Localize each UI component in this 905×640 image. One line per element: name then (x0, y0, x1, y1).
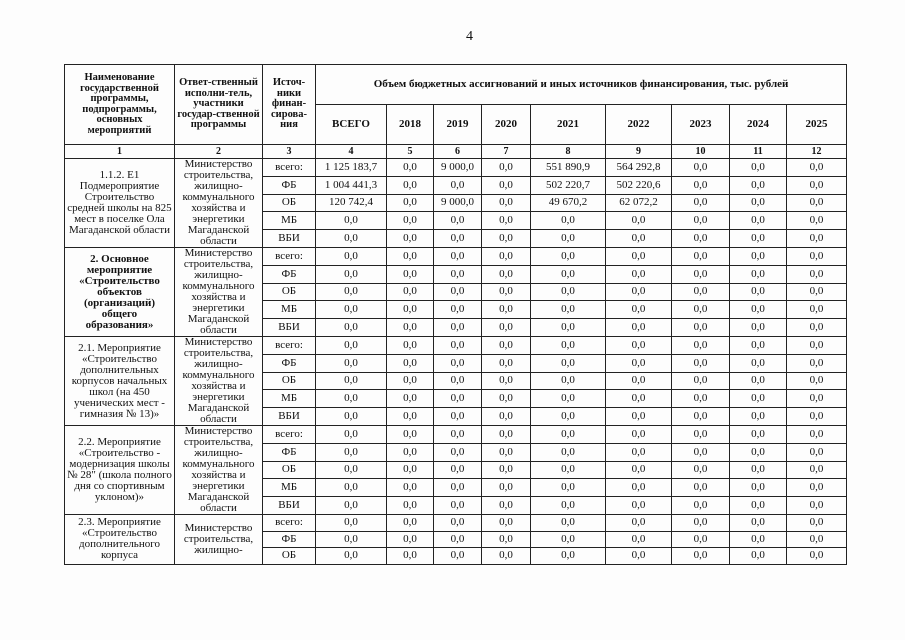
year-value: 0,0 (730, 194, 787, 212)
total-value: 0,0 (316, 354, 387, 372)
year-value: 0,0 (672, 426, 730, 444)
year-value: 0,0 (434, 408, 482, 426)
year-value: 0,0 (531, 408, 606, 426)
year-value: 0,0 (606, 319, 672, 337)
year-value: 0,0 (387, 372, 434, 390)
year-value: 0,0 (787, 354, 847, 372)
funding-source: ОБ (263, 194, 316, 212)
year-value: 0,0 (606, 426, 672, 444)
year-value: 0,0 (672, 461, 730, 479)
year-value: 0,0 (730, 319, 787, 337)
year-value: 0,0 (730, 337, 787, 355)
year-value: 0,0 (672, 248, 730, 266)
year-value: 0,0 (787, 497, 847, 515)
year-value: 0,0 (606, 408, 672, 426)
year-value: 0,0 (672, 531, 730, 548)
year-value: 0,0 (672, 354, 730, 372)
year-value: 0,0 (787, 443, 847, 461)
year-value: 0,0 (730, 515, 787, 532)
year-value: 0,0 (387, 265, 434, 283)
year-value: 0,0 (434, 443, 482, 461)
activity-name: 2.3. Мероприятие «Строительство дополнительного корпуса (65, 515, 175, 565)
year-value: 0,0 (482, 212, 531, 230)
total-value: 1 004 441,3 (316, 176, 387, 194)
year-value: 0,0 (387, 176, 434, 194)
year-value: 0,0 (672, 212, 730, 230)
year-value: 0,0 (434, 497, 482, 515)
year-value: 0,0 (672, 230, 730, 248)
year-value: 0,0 (531, 426, 606, 444)
funding-source: ФБ (263, 531, 316, 548)
header-year: 2024 (730, 105, 787, 145)
year-value: 0,0 (672, 283, 730, 301)
year-value: 0,0 (531, 265, 606, 283)
column-numbers-row (65, 145, 847, 159)
total-value: 0,0 (316, 230, 387, 248)
table-row (65, 337, 847, 355)
funding-source: МБ (263, 479, 316, 497)
year-value: 0,0 (730, 265, 787, 283)
year-value: 0,0 (787, 319, 847, 337)
year-value: 0,0 (434, 515, 482, 532)
column-number: 9 (606, 145, 672, 159)
total-value: 0,0 (316, 497, 387, 515)
responsible-executor: Министерство строительства, жилищно- (175, 515, 263, 565)
year-value: 0,0 (787, 461, 847, 479)
year-value: 0,0 (531, 212, 606, 230)
column-number: 3 (263, 145, 316, 159)
year-value: 0,0 (531, 283, 606, 301)
funding-source: всего: (263, 426, 316, 444)
year-value: 0,0 (387, 531, 434, 548)
year-value: 0,0 (787, 372, 847, 390)
year-value: 0,0 (672, 159, 730, 177)
year-value: 0,0 (482, 443, 531, 461)
year-value: 0,0 (730, 372, 787, 390)
funding-source: всего: (263, 515, 316, 532)
year-value: 0,0 (482, 390, 531, 408)
activity-name: 2.1. Мероприятие «Строительство дополнительных корпусов начальных школ (на 450 ученических мест - гимназия № 13)» (65, 337, 175, 426)
total-value: 120 742,4 (316, 194, 387, 212)
year-value: 0,0 (672, 319, 730, 337)
year-value: 0,0 (482, 265, 531, 283)
funding-source: МБ (263, 212, 316, 230)
year-value: 0,0 (387, 283, 434, 301)
year-value: 0,0 (730, 230, 787, 248)
year-value: 0,0 (787, 390, 847, 408)
year-value: 0,0 (434, 479, 482, 497)
year-value: 0,0 (531, 319, 606, 337)
year-value: 0,0 (387, 354, 434, 372)
funding-source: ОБ (263, 461, 316, 479)
total-value: 0,0 (316, 283, 387, 301)
total-value: 0,0 (316, 515, 387, 532)
column-number: 6 (434, 145, 482, 159)
year-value: 0,0 (531, 390, 606, 408)
year-value: 0,0 (787, 479, 847, 497)
year-value: 0,0 (387, 515, 434, 532)
header-responsible: Ответ-ственный исполни-тель, участники государ-ственной программы (175, 65, 263, 145)
header-year: 2022 (606, 105, 672, 145)
year-value: 0,0 (730, 548, 787, 565)
year-value: 0,0 (787, 426, 847, 444)
responsible-executor: Министерство строительства, жилищно-коммунального хозяйства и энергетики Магаданской области (175, 159, 263, 248)
year-value: 0,0 (606, 248, 672, 266)
total-value: 0,0 (316, 390, 387, 408)
total-value: 0,0 (316, 443, 387, 461)
year-value: 0,0 (672, 548, 730, 565)
year-value: 0,0 (606, 548, 672, 565)
year-value: 0,0 (606, 515, 672, 532)
year-value: 0,0 (672, 265, 730, 283)
header-year: 2021 (531, 105, 606, 145)
year-value: 0,0 (387, 194, 434, 212)
year-value: 0,0 (434, 390, 482, 408)
year-value: 0,0 (606, 372, 672, 390)
year-value: 0,0 (531, 515, 606, 532)
year-value: 0,0 (482, 408, 531, 426)
year-value: 0,0 (434, 176, 482, 194)
year-value: 0,0 (730, 461, 787, 479)
year-value: 0,0 (387, 408, 434, 426)
year-value: 564 292,8 (606, 159, 672, 177)
year-value: 0,0 (787, 159, 847, 177)
year-value: 0,0 (730, 408, 787, 426)
year-value: 0,0 (730, 531, 787, 548)
year-value: 0,0 (482, 515, 531, 532)
year-value: 0,0 (531, 372, 606, 390)
total-value: 0,0 (316, 408, 387, 426)
year-value: 0,0 (434, 248, 482, 266)
responsible-executor: Министерство строительства, жилищно-коммунального хозяйства и энергетики Магаданской области (175, 248, 263, 337)
year-value: 0,0 (672, 390, 730, 408)
funding-source: всего: (263, 248, 316, 266)
year-value: 0,0 (482, 354, 531, 372)
year-value: 0,0 (606, 531, 672, 548)
year-value: 0,0 (730, 248, 787, 266)
year-value: 0,0 (482, 230, 531, 248)
year-value: 0,0 (482, 337, 531, 355)
year-value: 0,0 (482, 531, 531, 548)
year-value: 0,0 (531, 531, 606, 548)
activity-name: 2. Основное мероприятие «Строительство объектов (организаций) общего образования» (65, 248, 175, 337)
year-value: 0,0 (531, 548, 606, 565)
year-value: 0,0 (606, 337, 672, 355)
total-value: 0,0 (316, 301, 387, 319)
year-value: 0,0 (531, 497, 606, 515)
total-value: 0,0 (316, 372, 387, 390)
year-value: 0,0 (730, 283, 787, 301)
year-value: 0,0 (434, 212, 482, 230)
activity-name: 1.1.2. Е1 Подмероприятие Строительство средней школы на 825 мест в поселке Ола Магаданской области (65, 159, 175, 248)
total-value: 0,0 (316, 319, 387, 337)
year-value: 0,0 (672, 479, 730, 497)
column-number: 7 (482, 145, 531, 159)
year-value: 0,0 (672, 194, 730, 212)
year-value: 0,0 (434, 337, 482, 355)
year-value: 0,0 (482, 548, 531, 565)
year-value: 0,0 (606, 301, 672, 319)
year-value: 0,0 (387, 461, 434, 479)
activity-name: 2.2. Мероприятие «Строительство - модернизация школы № 28" (школа полного дня со спортивным уклоном)» (65, 426, 175, 515)
year-value: 0,0 (434, 372, 482, 390)
header-name: Наименование государственной программы, подпрограммы, основных мероприятий (65, 65, 175, 145)
year-value: 0,0 (387, 443, 434, 461)
header-year: 2020 (482, 105, 531, 145)
table-row (65, 426, 847, 444)
year-value: 0,0 (482, 497, 531, 515)
year-value: 0,0 (730, 212, 787, 230)
year-value: 0,0 (730, 390, 787, 408)
header-year: 2025 (787, 105, 847, 145)
header-year: 2023 (672, 105, 730, 145)
funding-source: всего: (263, 337, 316, 355)
total-value: 0,0 (316, 479, 387, 497)
year-value: 0,0 (482, 479, 531, 497)
funding-source: ФБ (263, 354, 316, 372)
year-value: 0,0 (434, 461, 482, 479)
year-value: 0,0 (787, 212, 847, 230)
year-value: 0,0 (387, 248, 434, 266)
year-value: 0,0 (606, 479, 672, 497)
year-value: 0,0 (672, 515, 730, 532)
year-value: 0,0 (672, 443, 730, 461)
total-value: 0,0 (316, 337, 387, 355)
year-value: 0,0 (787, 408, 847, 426)
funding-source: всего: (263, 159, 316, 177)
year-value: 0,0 (672, 337, 730, 355)
year-value: 0,0 (434, 265, 482, 283)
year-value: 0,0 (730, 443, 787, 461)
year-value: 0,0 (387, 479, 434, 497)
header-source: Источ-ники финан-сирова-ния (263, 65, 316, 145)
header-year: 2019 (434, 105, 482, 145)
year-value: 0,0 (434, 426, 482, 444)
year-value: 0,0 (606, 443, 672, 461)
funding-source: ФБ (263, 443, 316, 461)
table-row (65, 515, 847, 532)
header-volume: Объем бюджетных ассигнований и иных источников финансирования, тыс. рублей (316, 65, 847, 105)
table-header (65, 65, 847, 159)
year-value: 0,0 (672, 176, 730, 194)
year-value: 0,0 (387, 548, 434, 565)
year-value: 0,0 (531, 461, 606, 479)
column-number: 8 (531, 145, 606, 159)
funding-source: ВБИ (263, 319, 316, 337)
year-value: 0,0 (482, 301, 531, 319)
year-value: 0,0 (387, 497, 434, 515)
funding-source: ВБИ (263, 408, 316, 426)
year-value: 0,0 (434, 548, 482, 565)
year-value: 551 890,9 (531, 159, 606, 177)
year-value: 9 000,0 (434, 194, 482, 212)
year-value: 0,0 (531, 479, 606, 497)
year-value: 0,0 (387, 212, 434, 230)
year-value: 0,0 (606, 212, 672, 230)
year-value: 0,0 (482, 159, 531, 177)
funding-source: ОБ (263, 548, 316, 565)
year-value: 0,0 (787, 230, 847, 248)
year-value: 0,0 (434, 283, 482, 301)
year-value: 0,0 (482, 283, 531, 301)
year-value: 502 220,7 (531, 176, 606, 194)
year-value: 0,0 (787, 531, 847, 548)
funding-source: МБ (263, 301, 316, 319)
year-value: 0,0 (730, 159, 787, 177)
funding-source: ОБ (263, 372, 316, 390)
year-value: 0,0 (787, 176, 847, 194)
column-number: 4 (316, 145, 387, 159)
funding-source: ВБИ (263, 230, 316, 248)
year-value: 0,0 (787, 248, 847, 266)
year-value: 0,0 (672, 372, 730, 390)
total-value: 0,0 (316, 212, 387, 230)
year-value: 0,0 (606, 390, 672, 408)
total-value: 0,0 (316, 531, 387, 548)
year-value: 0,0 (672, 408, 730, 426)
column-number: 2 (175, 145, 263, 159)
year-value: 0,0 (387, 390, 434, 408)
year-value: 0,0 (787, 337, 847, 355)
year-value: 0,0 (730, 354, 787, 372)
year-value: 0,0 (606, 283, 672, 301)
total-value: 0,0 (316, 248, 387, 266)
year-value: 0,0 (787, 548, 847, 565)
year-value: 0,0 (606, 354, 672, 372)
year-value: 62 072,2 (606, 194, 672, 212)
funding-source: МБ (263, 390, 316, 408)
responsible-executor: Министерство строительства, жилищно-коммунального хозяйства и энергетики Магаданской области (175, 426, 263, 515)
year-value: 0,0 (606, 497, 672, 515)
funding-source: ФБ (263, 176, 316, 194)
year-value: 0,0 (531, 230, 606, 248)
year-value: 0,0 (387, 230, 434, 248)
year-value: 0,0 (387, 301, 434, 319)
year-value: 502 220,6 (606, 176, 672, 194)
year-value: 0,0 (730, 426, 787, 444)
budget-table (64, 64, 847, 565)
column-number: 1 (65, 145, 175, 159)
total-value: 0,0 (316, 426, 387, 444)
total-value: 0,0 (316, 461, 387, 479)
year-value: 0,0 (434, 230, 482, 248)
year-value: 9 000,0 (434, 159, 482, 177)
year-value: 0,0 (482, 248, 531, 266)
table-row (65, 159, 847, 177)
funding-source: ОБ (263, 283, 316, 301)
table-row (65, 248, 847, 266)
year-value: 0,0 (730, 301, 787, 319)
year-value: 0,0 (672, 497, 730, 515)
year-value: 0,0 (730, 479, 787, 497)
year-value: 0,0 (482, 372, 531, 390)
year-value: 0,0 (531, 301, 606, 319)
header-total: ВСЕГО (316, 105, 387, 145)
year-value: 0,0 (482, 461, 531, 479)
year-value: 0,0 (730, 176, 787, 194)
column-number: 10 (672, 145, 730, 159)
funding-source: ФБ (263, 265, 316, 283)
table-body (65, 159, 847, 565)
year-value: 0,0 (387, 337, 434, 355)
year-value: 0,0 (387, 426, 434, 444)
year-value: 0,0 (387, 159, 434, 177)
column-number: 11 (730, 145, 787, 159)
year-value: 0,0 (787, 515, 847, 532)
year-value: 0,0 (606, 461, 672, 479)
year-value: 0,0 (606, 265, 672, 283)
total-value: 1 125 183,7 (316, 159, 387, 177)
year-value: 0,0 (482, 319, 531, 337)
header-year: 2018 (387, 105, 434, 145)
year-value: 0,0 (672, 301, 730, 319)
year-value: 0,0 (531, 354, 606, 372)
year-value: 0,0 (434, 301, 482, 319)
year-value: 0,0 (482, 426, 531, 444)
year-value: 49 670,2 (531, 194, 606, 212)
year-value: 0,0 (482, 176, 531, 194)
year-value: 0,0 (434, 319, 482, 337)
year-value: 0,0 (787, 301, 847, 319)
year-value: 0,0 (531, 248, 606, 266)
column-number: 5 (387, 145, 434, 159)
total-value: 0,0 (316, 265, 387, 283)
total-value: 0,0 (316, 548, 387, 565)
year-value: 0,0 (434, 531, 482, 548)
responsible-executor: Министерство строительства, жилищно-коммунального хозяйства и энергетики Магаданской области (175, 337, 263, 426)
funding-source: ВБИ (263, 497, 316, 515)
year-value: 0,0 (787, 265, 847, 283)
year-value: 0,0 (606, 230, 672, 248)
year-value: 0,0 (787, 194, 847, 212)
year-value: 0,0 (482, 194, 531, 212)
year-value: 0,0 (387, 319, 434, 337)
year-value: 0,0 (730, 497, 787, 515)
year-value: 0,0 (434, 354, 482, 372)
column-number: 12 (787, 145, 847, 159)
year-value: 0,0 (787, 283, 847, 301)
page-number: 4 (466, 29, 473, 44)
year-value: 0,0 (531, 337, 606, 355)
year-value: 0,0 (531, 443, 606, 461)
